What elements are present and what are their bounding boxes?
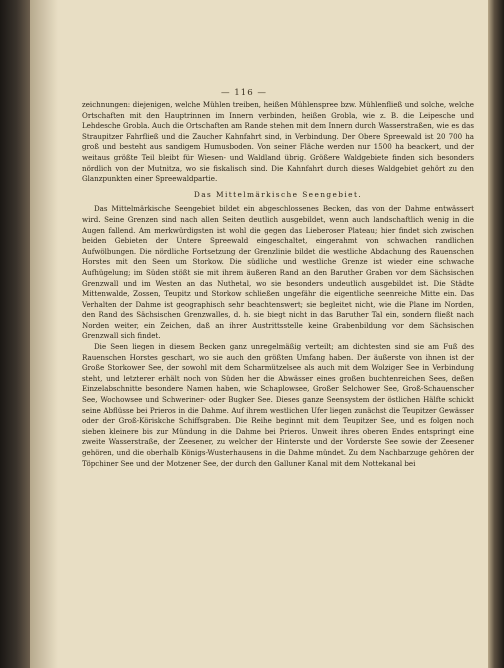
page-edge [488, 0, 504, 668]
page-number: — 116 — [220, 88, 268, 98]
paragraph-2: Das Mittelmärkische Seengebiet bildet ein abgeschlossenes Becken, das von der Dahme entwässert wird. Seine Grenzen sind nach allen Seiten deutlich ausgebildet, wenn auch landschaftlich wenig in die Augen fallend. Am merkwürdigsten ist wohl die gegen das Lieberoser Plateau; hier findet sich zwischen beiden Gebieten der Untere Spreewald eingeschaltet, eingerahmt von schwachen randlichen Aufwölbungen. Die nördliche Fortsetzung der Grenzlinie bildet die westliche Abdachung des Rauenschen Horstes mit den Seen um Storkow. Die südliche und westliche Grenze ist wieder eine schwache Aufhügelung; im Süden stößt sie mit ihrem äußeren Rand an den Baruther Graben vor dem Sächsischen Grenzwall und im Westen an das Nuthetal, wo sie besonders undeutlich ausgebildet ist. Die Städte Mittenwalde, Zossen, Teupitz und Storkow schließen ungefähr die eigentliche seenreiche Mitte ein. Das Verhalten der Dahme ist geographisch sehr beachtenswert; sie begleitet nicht, wie die Plane im Norden, den Rand des Sächsischen Grenzwalles, d. h. sie biegt nicht in das Baruther Tal ein, sondern fließt nach Norden weiter, ein Zeichen, daß an ihrer Austrittsstelle keine Grabenbildung vor dem Sächsischen Grenzwall sich findet. [82, 204, 474, 341]
page-text [82, 88, 474, 469]
paragraph-3: Die Seen liegen in diesem Becken ganz unregelmäßig verteilt; am dichtesten sind sie am Fuß des Rauenschen Horstes geschart, wo sie auch den größten Umfang haben. Der äußerste von ihnen ist der Große Storkower See, der sowohl mit dem Scharmützelsee als auch mit dem Wolziger See in Verbindung steht, und letzterer erhält noch von Süden her die Abwässer eines großen buchtenreichen Sees, deßen Einzelabschnitte besondere Namen haben, wie Schaplowsee, Großer Selchower See, Groß-Schauenscher See, Wochowsee und Schweriner- oder Bugker See. Dieses ganze Seensystem der östlichen Hälfte schickt seine Abflüsse bei Prieros in die Dahme. Auf ihrem westlichen Ufer liegen zunächst die Teupitzer Gewässer oder der Groß-Köriskche Schiffsgraben. Die Reihe beginnt mit dem Teupitzer See, und es folgen noch sieben kleinere bis zur Mündung in die Dahme bei Prieros. Unweit ihres oberen Endes entspringt eine zweite Wasserstraße, der Zeesener, zu welcher der Hinterste und der Vorderste See sowie der Zeesener gehören, und die oberhalb Königs-Wusterhausens in die Dahme mündet. Zu dem Nachbarzuge gehören der Töpchiner See und der Motzener See, der durch den Galluner Kanal mit dem Nottekanal bei [82, 342, 474, 468]
book-binding [0, 0, 30, 668]
section-heading: Das Mittelmärkische Seengebiet. [193, 189, 363, 199]
paragraph-1: zeichnungen: diejenigen, welche Mühlen treiben, heißen Mühlenspree bzw. Mühlenfließ und solche, welche Ortschaften mit den Hauptrinnen im Innern verbinden, heißen Grobla, wie z. B. die Leipesche und Lehdesche Grobla. Auch die Ortschaften am Rande stehen mit dem Innern durch Wasserstraßen, wie es das Straupitzer Fahrfließ und die Zaucher Kahnfahrt sind, in Verbindung. Der Obere Spreewald ist 20 700 ha groß und besteht aus sandigem Humusboden. Von seiner Fläche werden nur 1500 ha beackert, und der weitaus größte Teil bleibt für Wiesen- und Waldland übrig. Größere Waldgebiete finden sich besonders nördlich von der Mutnitza, wo sie fiskalisch sind. Die Kahnfahrt durch dieses Waldgebiet gehört zu den Glanzpunkten einer Spreewaldpartie. [82, 100, 474, 184]
